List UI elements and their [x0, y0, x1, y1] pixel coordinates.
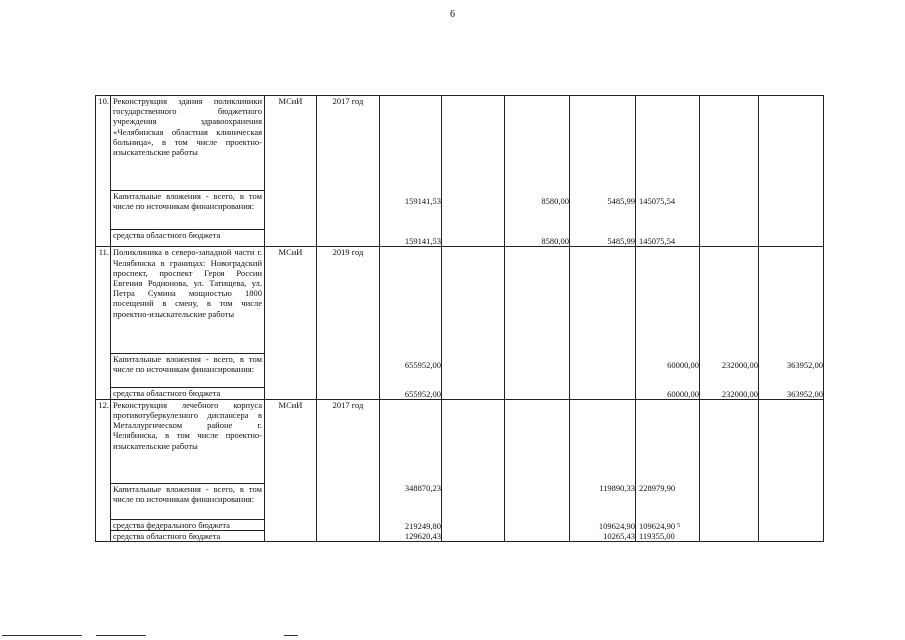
value-column-6 [700, 399, 759, 542]
investment-table [95, 95, 824, 542]
cap-value: 5485,99 [607, 196, 635, 206]
value-column-4 [570, 399, 636, 542]
source-value: 109624,90 [598, 521, 635, 532]
total-column [380, 399, 442, 542]
value-column-4 [570, 96, 636, 247]
value-column-5 [636, 96, 700, 247]
cap-value: 363952,00 [786, 360, 823, 371]
value-column-2 [442, 96, 505, 247]
page-number: 6 [450, 9, 455, 20]
value-column-5 [636, 399, 700, 542]
object-name: Реконструкция лечебного корпуса противотуберкулезного диспансера в Металлургическом районе г. Челябинска, в том числе проектно-изыскательские работы [111, 399, 265, 483]
value-column-3 [505, 399, 570, 542]
customer-cell: МСиИ [265, 247, 317, 399]
year-cell: 2017 год [317, 96, 380, 247]
value-column-6 [700, 247, 759, 399]
source-label: средства федерального бюджета [111, 519, 265, 530]
object-name: Реконструкция здания поликлиники государственного бюджетного учреждения здравоохранения «Челябинская областная клиническая больница», в том числе проектно-изыскательские работы [111, 96, 265, 191]
value-column-7 [759, 247, 824, 399]
total-column [380, 96, 442, 247]
row-number: 11. [96, 247, 111, 399]
cap-label: Капитальные вложения - всего, в том числе по источникам финансирования: [111, 484, 265, 520]
source-value: 5485,99 [607, 236, 635, 247]
object-name: Поликлиника в северо-западной части г. Челябинска в границах: Новоградский проспект, проспект Героя России Евгения Родионова, ул. Татищева, ул. Петра Сумина мощностью 1800 посещений в смену, в том числе проектно-изыскательские работы [111, 247, 265, 354]
cap-value: 228979,90 [639, 482, 676, 493]
year-cell: 2019 год [317, 247, 380, 399]
footer-rule [2, 635, 82, 636]
source-value: 109624,90 $^5$ [639, 521, 681, 532]
source-total: 159141,53 [404, 236, 441, 247]
source-value: 232000,00 [721, 388, 758, 399]
source-label: средства областного бюджета [111, 230, 265, 247]
cap-total: 159141,53 [404, 196, 441, 206]
source-value: 145075,54 [639, 236, 676, 247]
source-value: 10265,43 [603, 531, 635, 542]
cap-value: 145075,54 [639, 196, 676, 206]
row-number: 12. [96, 399, 111, 542]
source-value: 363952,00 [786, 388, 823, 399]
total-column [380, 247, 442, 399]
cap-value: 232000,00 [721, 360, 758, 371]
table-row [96, 247, 824, 354]
footer-rule [96, 635, 146, 636]
cap-value: 8580,00 [541, 196, 569, 206]
source-label: средства областного бюджета [111, 388, 265, 399]
source-value: 60000,00 [667, 388, 699, 399]
source-total: 655952,00 [404, 388, 441, 399]
source-total: 219249,80 [404, 521, 441, 532]
footnote-mark: 5 [677, 523, 681, 530]
value-column-5 [636, 247, 700, 399]
source-value: 119355,00 [639, 531, 675, 542]
row-number: 10. [96, 96, 111, 247]
table-row [96, 399, 824, 483]
cap-value: 60000,00 [667, 360, 699, 371]
customer-cell: МСиИ [265, 399, 317, 542]
year-cell: 2017 год [317, 399, 380, 542]
source-total: 129620,43 [404, 531, 441, 542]
value-column-7 [759, 96, 824, 247]
value-column-3 [505, 96, 570, 247]
value-column-2 [442, 247, 505, 399]
source-label: средства областного бюджета [111, 531, 265, 542]
cap-label: Капитальные вложения - всего, в том числе по источникам финансирования: [111, 190, 265, 230]
value-column-7 [759, 399, 824, 542]
cap-total: 655952,00 [404, 360, 441, 371]
value-column-3 [505, 247, 570, 399]
cap-value: 119890,33 [599, 482, 635, 493]
table-row [96, 96, 824, 191]
value-column-2 [442, 399, 505, 542]
cap-total: 348870,23 [404, 482, 441, 493]
value-column-4 [570, 247, 636, 399]
footer-rule [284, 635, 298, 636]
customer-cell: МСиИ [265, 96, 317, 247]
value-column-6 [700, 96, 759, 247]
source-value: 8580,00 [541, 236, 569, 247]
cap-label: Капитальные вложения - всего, в том числе по источникам финансирования: [111, 353, 265, 387]
